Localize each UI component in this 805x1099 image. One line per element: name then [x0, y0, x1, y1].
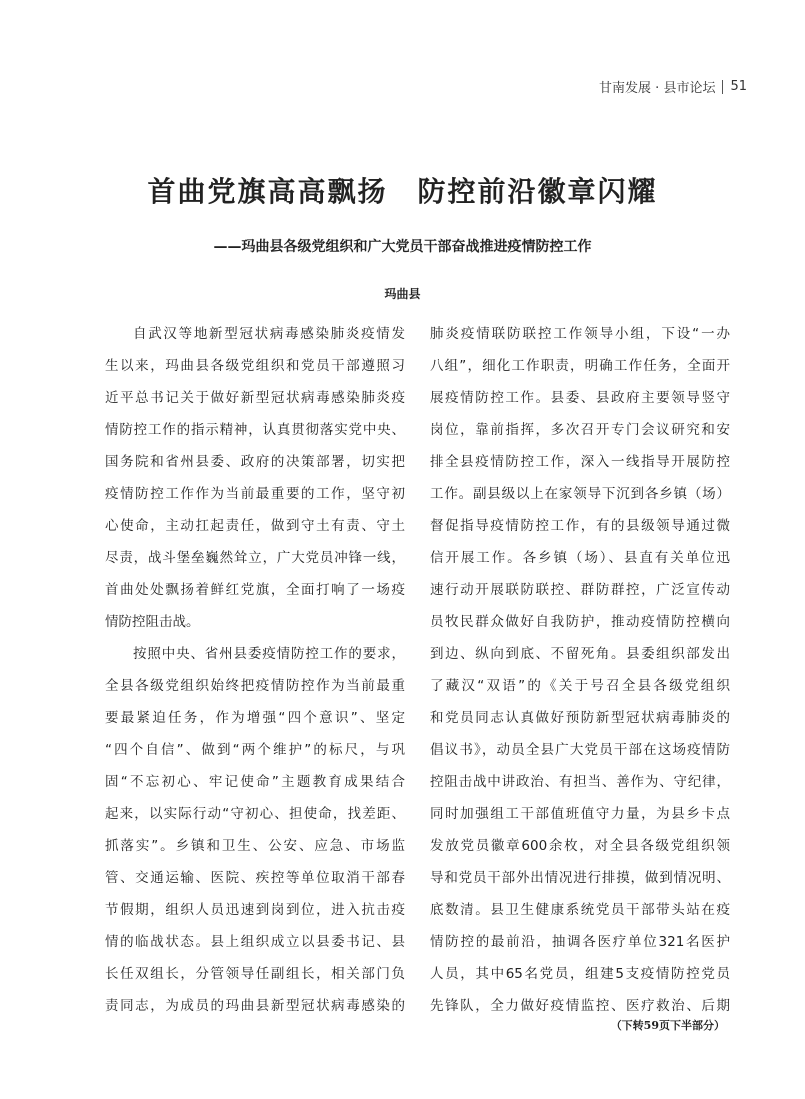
text-line: 起来，以实际行动“守初心、担使命，找差距、 [105, 806, 405, 822]
text-line: 生以来，玛曲县各级党组织和党员干部遵照习 [105, 358, 405, 374]
text-line: 发放党员徽章600余枚，对全县各级党组织领 [430, 838, 730, 854]
text-line: 情防控工作的指示精神，认真贯彻落实党中央、 [105, 422, 405, 438]
text-line: 员牧民群众做好自我防护，推动疫情防控横向 [430, 614, 730, 630]
article-author: 玛曲县 [384, 287, 421, 301]
text-line: 固“不忘初心、牢记使命”主题教育成果结合 [105, 774, 405, 790]
text-line: 到边、纵向到底、不留死角。县委组织部发出 [430, 646, 730, 662]
text-line: 疫情防控工作作为当前最重要的工作，坚守初 [105, 486, 405, 502]
journal-name: 甘南发展 · 县市论坛 [599, 81, 716, 96]
text-line: 按照中央、省州县委疫情防控工作的要求， [133, 646, 405, 662]
text-line: 人员，其中65名党员，组建5支疫情防控党员 [430, 966, 730, 982]
text-line: 肺炎疫情联防联控工作领导小组，下设“一办 [430, 326, 730, 342]
text-line: 展疫情防控工作。县委、县政府主要领导竖守 [430, 390, 730, 406]
text-line: 抓落实”。乡镇和卫生、公安、应急、市场监 [105, 838, 405, 854]
text-line: 信开展工作。各乡镇（场）、县直有关单位迅 [430, 550, 730, 566]
page-number: 51 [730, 79, 747, 94]
text-line: 要最紧迫任务，作为增强“四个意识”、坚定 [105, 710, 405, 726]
text-line: 底数清。县卫生健康系统党员干部带头站在疫 [430, 902, 730, 918]
text-line: 排全县疫情防控工作，深入一线指导开展防控 [430, 454, 730, 470]
article-subtitle: ——玛曲县各级党组织和广大党员干部奋战推进疫情防控工作 [213, 239, 592, 255]
text-line: 节假期，组织人员迅速到岗到位，进入抗击疫 [105, 902, 405, 918]
text-line: 国务院和省州县委、政府的决策部署，切实把 [105, 454, 405, 470]
text-line: 全县各级党组织始终把疫情防控作为当前最重 [105, 678, 405, 694]
text-line: 心使命，主动扛起责任，做到守土有责、守土 [105, 518, 405, 534]
text-line: 近平总书记关于做好新型冠状病毒感染肺炎疫 [105, 390, 405, 406]
title-part-2: 防控前沿徽章闪耀 [417, 175, 658, 208]
text-line: 工作。副县级以上在家领导下沉到各乡镇（场） [430, 486, 730, 502]
text-line: 首曲处处飘扬着鲜红党旗，全面打响了一场疫 [105, 582, 405, 598]
left-column [105, 318, 405, 1022]
text-line: 长任双组长，分管领导任副组长，相关部门负 [105, 966, 405, 982]
text-line: 责同志，为成员的玛曲县新型冠状病毒感染的 [105, 998, 405, 1014]
running-header [599, 77, 747, 96]
text-line: 督促指导疫情防控工作，有的县级领导通过微 [430, 518, 730, 534]
text-line: 管、交通运输、医院、疾控等单位取消干部春 [105, 870, 405, 886]
text-line: 自武汉等地新型冠状病毒感染肺炎疫情发 [133, 326, 405, 342]
text-line: 八组”，细化工作职责，明确工作任务，全面开 [430, 358, 730, 374]
right-column [430, 318, 730, 1022]
text-line: 尽责，战斗堡垒巍然耸立，广大党员冲锋一线， [105, 550, 405, 566]
text-line: 先锋队，全力做好疫情监控、医疗救治、后期 [430, 998, 730, 1014]
text-line: 导和党员干部外出情况进行排摸，做到情况明、 [430, 870, 730, 886]
text-line: 情的临战状态。县上组织成立以县委书记、县 [105, 934, 405, 950]
text-line: 岗位，靠前指挥，多次召开专门会议研究和安 [430, 422, 730, 438]
text-line: “四个自信”、做到“两个维护”的标尺，与巩 [105, 742, 405, 758]
text-line: 倡议书》，动员全县广大党员干部在这场疫情防 [430, 742, 730, 758]
text-line: 了藏汉“双语”的《关于号召全县各级党组织 [430, 678, 730, 694]
text-line: 情防控的最前沿，抽调各医疗单位321名医护 [430, 934, 730, 950]
header-divider [722, 80, 723, 94]
text-line: 情防控阻击战。 [105, 614, 200, 630]
title-part-1: 首曲党旗高高飘扬 [147, 175, 388, 208]
text-line: 控阻击战中讲政治、有担当、善作为、守纪律， [430, 774, 730, 790]
text-line: 同时加强组工干部值班值守力量，为县乡卡点 [430, 806, 730, 822]
article-title [0, 170, 805, 210]
text-line: 和党员同志认真做好预防新型冠状病毒肺炎的 [430, 710, 730, 726]
text-line: 速行动开展联防联控、群防群控，广泛宣传动 [430, 582, 730, 598]
continuation-note: （下转59页下半部分） [610, 1019, 725, 1032]
